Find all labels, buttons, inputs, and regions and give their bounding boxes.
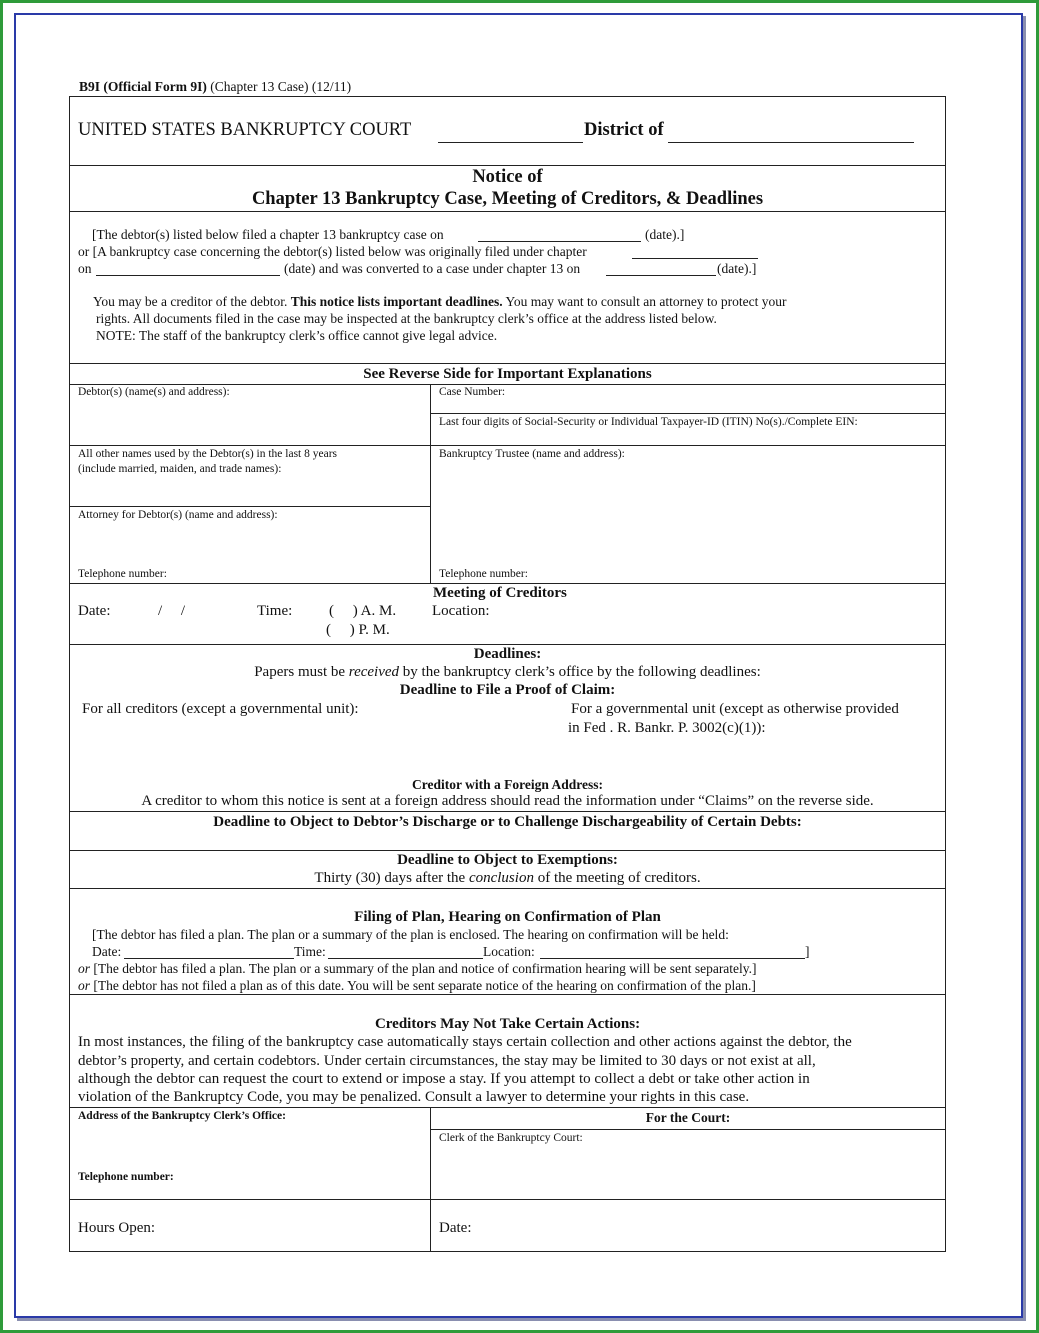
intro-p2: rights. All documents filed in the case may be inspected at the bankruptcy clerk’s office at the address listed below.: [96, 311, 717, 326]
case-number-label: Case Number:: [439, 386, 506, 398]
for-court-label: For the Court:: [645, 1110, 731, 1125]
attorney-label: Attorney for Debtor(s) (name and address):: [78, 509, 278, 521]
plan-location-blank: [540, 958, 805, 959]
divider: [69, 506, 431, 507]
deadlines-title: Deadlines:: [473, 646, 542, 662]
plan-time-blank: [328, 958, 483, 959]
divider: [69, 1107, 946, 1108]
divider: [69, 583, 946, 584]
divider: [69, 644, 946, 645]
plan-line4-text: [The debtor has not filed a plan as of this date. You will be sent separate notice of the hearing on confirmation of the plan.]: [93, 978, 756, 993]
filing-line3-c: (date).]: [717, 261, 757, 276]
divider: [430, 1129, 946, 1130]
form-header: [79, 79, 351, 95]
papers-b: by the bankruptcy clerk’s office by the following deadlines:: [402, 664, 761, 680]
chapter-blank: [632, 258, 758, 259]
court-blank-line: [438, 142, 583, 143]
plan-date-blank: [124, 958, 294, 959]
trustee-label: Bankruptcy Trustee (name and address):: [439, 448, 625, 460]
foreign-address-title: Creditor with a Foreign Address:: [411, 777, 603, 792]
stay-line1: In most instances, the filing of the bankruptcy case automatically stays certain collection and other actions against the debtor, the: [78, 1034, 852, 1050]
other-names-label-2: (include married, maiden, and trade names):: [78, 463, 282, 475]
divider: [69, 445, 946, 446]
divider: [69, 1199, 946, 1200]
plan-line3: [78, 961, 757, 977]
telephone-right-label: Telephone number:: [439, 568, 528, 580]
gov-unit-label-1: For a governmental unit (except as otherwise provided: [571, 701, 899, 717]
intro-p1-b: You may want to consult an attorney to protect your: [505, 294, 787, 309]
gov-unit-label-2: in Fed . R. Bankr. P. 3002(c)(1)):: [568, 720, 766, 736]
plan-line3-text: [The debtor has filed a plan. The plan or a summary of the plan and notice of confirmation hearing will be sent separately.]: [93, 961, 757, 976]
stay-title: Creditors May Not Take Certain Actions:: [374, 1016, 641, 1032]
divider: [69, 211, 946, 212]
divider: [69, 165, 946, 166]
exemptions-b: of the meeting of creditors.: [537, 870, 701, 886]
papers-a: Papers must be: [254, 664, 346, 680]
plan-close-bracket: ]: [805, 944, 810, 959]
exemptions-a: Thirty (30) days after the: [314, 870, 466, 886]
filing-line2: or [A bankruptcy case concerning the debtor(s) listed below was originally filed under chapter: [78, 244, 587, 259]
last-four-label: Last four digits of Social-Security or Individual Taxpayer-ID (ITIN) No(s)./Complete EIN:: [439, 416, 858, 428]
divider: [430, 413, 946, 414]
telephone-left-label: Telephone number:: [78, 568, 167, 580]
filing-line3-b: (date) and was converted to a case under chapter 13 on: [284, 261, 581, 276]
plan-time-label: Time:: [294, 944, 326, 959]
plan-line4: [78, 978, 756, 994]
proof-of-claim-title: Deadline to File a Proof of Claim:: [399, 682, 616, 698]
reverse-side-heading: See Reverse Side for Important Explanations: [363, 366, 652, 382]
clerk-address-label: Address of the Bankruptcy Clerk’s Office:: [78, 1110, 286, 1122]
footer-telephone-label: Telephone number:: [78, 1171, 174, 1183]
plan-date-label: Date:: [92, 944, 122, 959]
form-id: B9I (Official Form 9I): [79, 79, 207, 94]
meeting-am: ( ) A. M.: [329, 603, 397, 619]
exemptions-text: [69, 870, 946, 887]
court-name: UNITED STATES BANKRUPTCY COURT: [78, 120, 412, 140]
plan-title: Filing of Plan, Hearing on Confirmation of Plan: [354, 909, 661, 925]
meeting-time-label: Time:: [257, 603, 293, 619]
exemptions-conclusion: conclusion: [468, 870, 534, 886]
intro-p1: [93, 294, 786, 310]
intro-p1-a: You may be a creditor of the debtor.: [93, 294, 288, 309]
district-blank-line: [668, 142, 914, 143]
plan-location-label: Location:: [483, 944, 535, 959]
divider: [69, 363, 946, 364]
form-meta: (Chapter 13 Case) (12/11): [210, 79, 352, 94]
clerk-label: Clerk of the Bankruptcy Court:: [439, 1132, 583, 1144]
divider: [69, 994, 946, 995]
divider: [69, 384, 946, 385]
exemptions-title: Deadline to Object to Exemptions:: [397, 852, 618, 868]
meeting-date-label: Date:: [78, 603, 111, 619]
foreign-address-text: A creditor to whom this notice is sent at a foreign address should read the information under “Claims” on the reverse side.: [141, 793, 874, 809]
filing-date-blank: [478, 241, 641, 242]
divider: [69, 888, 946, 889]
footer-date-label: Date:: [439, 1220, 472, 1236]
filing-line1-b: (date).]: [645, 227, 685, 242]
filing-line3-on: on: [78, 261, 92, 276]
filing-line1-a: [The debtor(s) listed below filed a chapter 13 bankruptcy case on: [92, 227, 444, 242]
papers-received: received: [348, 664, 400, 680]
converted-date-blank: [606, 275, 716, 276]
intro-p3: NOTE: The staff of the bankruptcy clerk’s office cannot give legal advice.: [96, 328, 498, 343]
meeting-title: Meeting of Creditors: [433, 585, 567, 601]
meeting-date-slashes: / /: [158, 603, 186, 619]
plan-or-1: or: [78, 961, 91, 976]
district-label: District of: [584, 120, 664, 140]
meeting-location-label: Location:: [432, 603, 490, 619]
notice-title-line1: Notice of: [472, 167, 543, 187]
meeting-pm: ( ) P. M.: [326, 622, 390, 638]
notice-title-line2: Chapter 13 Bankruptcy Case, Meeting of Creditors, & Deadlines: [251, 189, 764, 209]
papers-received-line: [69, 664, 946, 681]
discharge-deadline-title: Deadline to Object to Debtor’s Discharge or to Challenge Dischargeability of Certain Debts:: [213, 814, 802, 830]
plan-or-2: or: [78, 978, 91, 993]
plan-line1: [The debtor has filed a plan. The plan or a summary of the plan is enclosed. The hearing on confirmation will be held:: [92, 927, 729, 942]
stay-line2: debtor’s property, and certain codebtors. Under certain circumstances, the stay may be limited to 30 days or not exist at all,: [78, 1053, 816, 1069]
stay-line3: although the debtor can request the court to extend or impose a stay. If you attempt to collect a debt or take other action in: [78, 1071, 810, 1087]
debtors-label: Debtor(s) (name(s) and address):: [78, 386, 230, 398]
original-date-blank: [96, 275, 280, 276]
divider: [69, 811, 946, 812]
other-names-label-1: All other names used by the Debtor(s) in the last 8 years: [78, 448, 338, 460]
stay-line4: violation of the Bankruptcy Code, you may be penalized. Consult a lawyer to determine your rights in this case.: [78, 1089, 750, 1105]
intro-p1-bold: This notice lists important deadlines.: [290, 294, 503, 309]
all-creditors-label: For all creditors (except a governmental unit):: [82, 701, 359, 717]
divider: [69, 850, 946, 851]
hours-open-label: Hours Open:: [78, 1220, 156, 1236]
